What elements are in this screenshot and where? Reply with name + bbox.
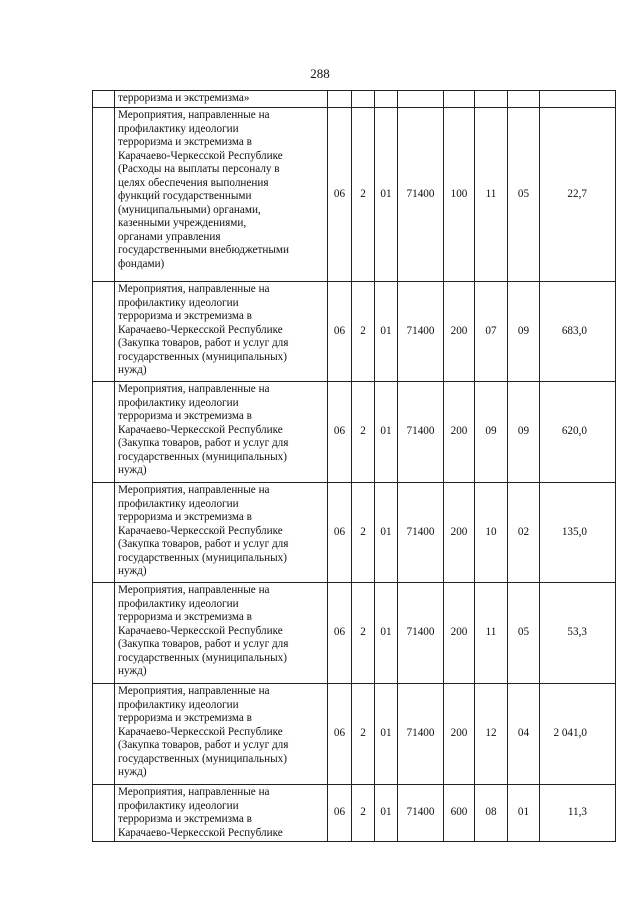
cell-subprogram: 01 [375, 108, 398, 282]
cell-section: 10 [475, 483, 508, 583]
cell-amount: 2 041,0 [540, 684, 616, 785]
cell-description: Мероприятия, направленные на профилактику идеологии терроризма и экстремизма в Карачаево-Черкесской Республике (Закупка товаров, работ и услуг для государственных (муниципальных) нужд) [115, 382, 328, 483]
cell-direction: 71400 [398, 108, 444, 282]
cell-amount: 53,3 [540, 583, 616, 684]
cell-expense-type: 600 [444, 785, 475, 842]
cell-amount: 620,0 [540, 382, 616, 483]
table-row [93, 382, 616, 483]
cell-subsection: 04 [508, 684, 540, 785]
table-row [93, 108, 616, 282]
cell-section: 09 [475, 382, 508, 483]
cell-description: Мероприятия, направленные на профилактику идеологии терроризма и экстремизма в Карачаево-Черкесской Республике [115, 785, 328, 842]
cell-direction: 71400 [398, 483, 444, 583]
cell-blank [93, 382, 115, 483]
cell-direction: 71400 [398, 282, 444, 382]
cell-section: 12 [475, 684, 508, 785]
cell-subprogram: 01 [375, 382, 398, 483]
cell-chapter: 06 [328, 282, 352, 382]
cell-section: 11 [475, 108, 508, 282]
cell-subsection: 02 [508, 483, 540, 583]
cell-program: 2 [352, 583, 375, 684]
table-row [93, 91, 616, 108]
cell-description: Мероприятия, направленные на профилактику идеологии терроризма и экстремизма в Карачаево-Черкесской Республике (Закупка товаров, работ и услуг для государственных (муниципальных) нужд) [115, 282, 328, 382]
cell-subprogram: 01 [375, 583, 398, 684]
cell-chapter: 06 [328, 483, 352, 583]
table-row [93, 684, 616, 785]
cell-program [352, 91, 375, 108]
cell-expense-type: 200 [444, 483, 475, 583]
cell-chapter: 06 [328, 108, 352, 282]
cell-expense-type: 100 [444, 108, 475, 282]
cell-description: Мероприятия, направленные на профилактику идеологии терроризма и экстремизма в Карачаево-Черкесской Республике (Закупка товаров, работ и услуг для государственных (муниципальных) нужд) [115, 483, 328, 583]
cell-program: 2 [352, 108, 375, 282]
cell-direction [398, 91, 444, 108]
cell-section: 07 [475, 282, 508, 382]
cell-expense-type: 200 [444, 583, 475, 684]
cell-subprogram: 01 [375, 684, 398, 785]
cell-blank [93, 583, 115, 684]
table-row [93, 785, 616, 842]
cell-subsection [508, 91, 540, 108]
cell-amount: 22,7 [540, 108, 616, 282]
table-row [93, 282, 616, 382]
cell-chapter: 06 [328, 382, 352, 483]
cell-section: 08 [475, 785, 508, 842]
cell-chapter: 06 [328, 785, 352, 842]
cell-direction: 71400 [398, 583, 444, 684]
cell-program: 2 [352, 684, 375, 785]
cell-program: 2 [352, 785, 375, 842]
cell-direction: 71400 [398, 684, 444, 785]
cell-description: терроризма и экстремизма» [115, 91, 328, 108]
page-number: 288 [310, 66, 330, 81]
cell-program: 2 [352, 282, 375, 382]
cell-chapter: 06 [328, 684, 352, 785]
cell-subprogram [375, 91, 398, 108]
cell-amount: 683,0 [540, 282, 616, 382]
cell-chapter [328, 91, 352, 108]
cell-subsection: 09 [508, 282, 540, 382]
cell-direction: 71400 [398, 785, 444, 842]
cell-direction: 71400 [398, 382, 444, 483]
cell-amount: 11,3 [540, 785, 616, 842]
cell-subsection: 05 [508, 108, 540, 282]
cell-description: Мероприятия, направленные на профилактику идеологии терроризма и экстремизма в Карачаево-Черкесской Республике (Закупка товаров, работ и услуг для государственных (муниципальных) нужд) [115, 684, 328, 785]
cell-subsection: 05 [508, 583, 540, 684]
cell-subsection: 01 [508, 785, 540, 842]
table-row [93, 583, 616, 684]
cell-blank [93, 108, 115, 282]
cell-amount [540, 91, 616, 108]
cell-subprogram: 01 [375, 483, 398, 583]
cell-section: 11 [475, 583, 508, 684]
cell-amount: 135,0 [540, 483, 616, 583]
cell-program: 2 [352, 382, 375, 483]
cell-subsection: 09 [508, 382, 540, 483]
cell-blank [93, 282, 115, 382]
cell-expense-type: 200 [444, 282, 475, 382]
cell-section [475, 91, 508, 108]
table-row [93, 483, 616, 583]
cell-expense-type [444, 91, 475, 108]
budget-table [92, 90, 616, 842]
cell-blank [93, 684, 115, 785]
cell-expense-type: 200 [444, 684, 475, 785]
cell-blank [93, 785, 115, 842]
cell-program: 2 [352, 483, 375, 583]
cell-description: Мероприятия, направленные на профилактику идеологии терроризма и экстремизма в Карачаево-Черкесской Республике (Расходы на выплаты персоналу в целях обеспечения выполнения функций государственными (муниципальными) органами, казенными учреждениями, органами управления государственными внебюджетными фондами) [115, 108, 328, 282]
cell-subprogram: 01 [375, 282, 398, 382]
cell-blank [93, 91, 115, 108]
cell-blank [93, 483, 115, 583]
cell-subprogram: 01 [375, 785, 398, 842]
cell-chapter: 06 [328, 583, 352, 684]
cell-description: Мероприятия, направленные на профилактику идеологии терроризма и экстремизма в Карачаево-Черкесской Республике (Закупка товаров, работ и услуг для государственных (муниципальных) нужд) [115, 583, 328, 684]
cell-expense-type: 200 [444, 382, 475, 483]
